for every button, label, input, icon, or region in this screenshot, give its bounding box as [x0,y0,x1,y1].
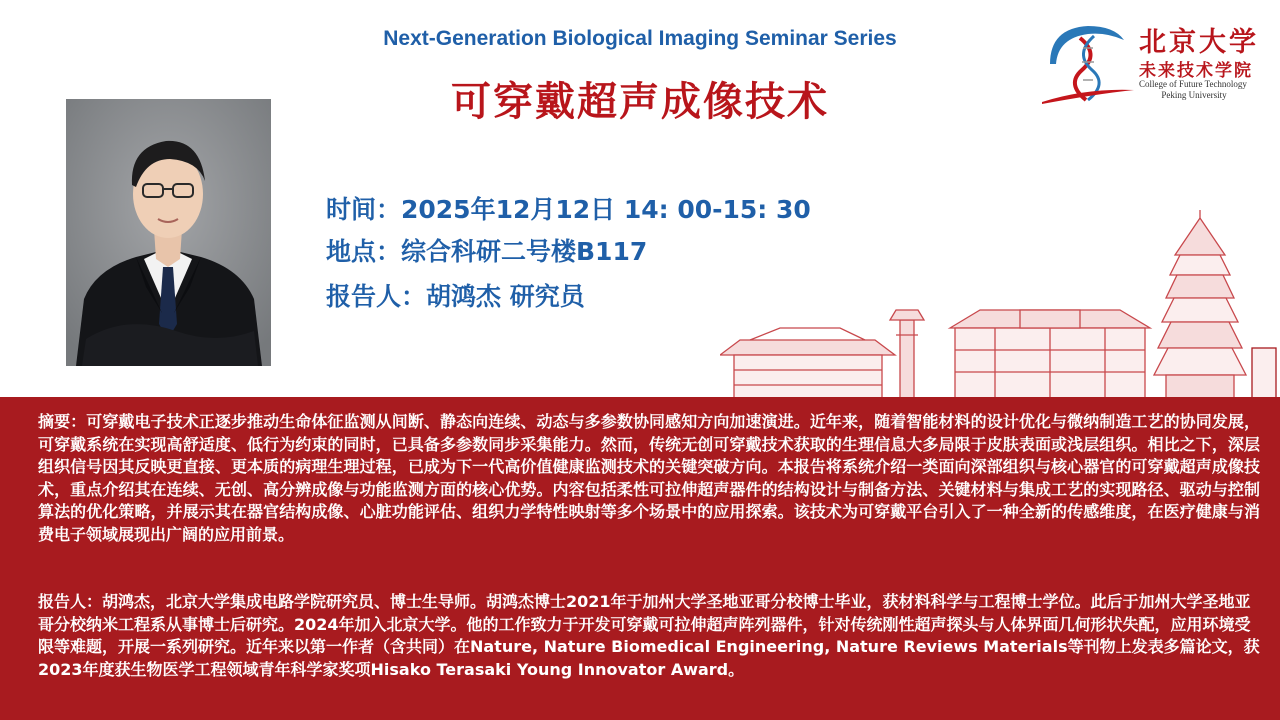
speaker-bio-text: 报告人：胡鸿杰，北京大学集成电路学院研究员、博士生导师。胡鸿杰博士2021年于加州大学圣地亚哥分校博士毕业，获材料科学与工程博士学位。此后于加州大学圣地亚哥分校纳米工程系从事博士后研究。2024年加入北京大学。他的工作致力于开发可穿戴可拉伸超声阵列器件，针对传统刚性超声探头与人体界面几何形状失配，应用环境受限等难题，开展一系列研究。近年来以第一作者（含共同）在Nature, Nature Biomedical Engineering, Nature Reviews Materials等刊物上发表多篇论文，获2023年度获生物医学工程领域青年科学家奖项Hisako Terasaki Young Innovator Award。 [38,592,1260,679]
campus-skyline-illustration [720,210,1280,400]
logo-college-name: 未来技术学院 [1139,61,1253,81]
college-logo [1036,18,1276,108]
helix-emblem-icon [1036,18,1136,108]
seminar-speaker: 报告人：胡鸿杰 研究员 [326,282,585,311]
abstract-text: 摘要：可穿戴电子技术正逐步推动生命体征监测从间断、静态向连续、动态与多参数协同感知方向加速演进。近年来，随着智能材料的设计优化与微纳制造工艺的协同发展，可穿戴系统在实现高舒适度、低行为约束的同时，已具备多参数同步采集能力。然而，传统无创可穿戴技术获取的生理信息大多局限于皮肤表面或浅层组织。相比之下，深层组织信号因其反映更直接、更本质的病理生理过程，已成为下一代高价值健康监测技术的关键突破方向。本报告将系统介绍一类面向深部组织与核心器官的可穿戴超声成像技术，重点介绍其在连续、无创、高分辨成像与功能监测方面的核心优势。内容包括柔性可拉伸超声器件的结构设计与制备方法、关键材料与集成工艺的实现路径、驱动与控制算法的优化策略，并展示其在器官结构成像、心脏功能评估、组织力学特性映射等多个场景中的应用探索。该技术为可穿戴平台引入了一种全新的传感维度，在医疗健康与消费电子领域展现出广阔的应用前景。 [38,412,1260,544]
seminar-time: 时间：2025年12月12日 14: 00-15: 30 [326,195,811,224]
logo-university-name: 北京大学 [1139,27,1259,58]
speaker-photo [66,99,271,366]
seminar-location: 地点：综合科研二号楼B117 [326,237,648,266]
logo-english-college: College of Future Technology [1139,79,1247,89]
seminar-series-title: Next-Generation Biological Imaging Seminar Series [383,27,897,50]
seminar-title: 可穿戴超声成像技术 [451,79,829,125]
logo-english-university: Peking University [1161,90,1227,100]
